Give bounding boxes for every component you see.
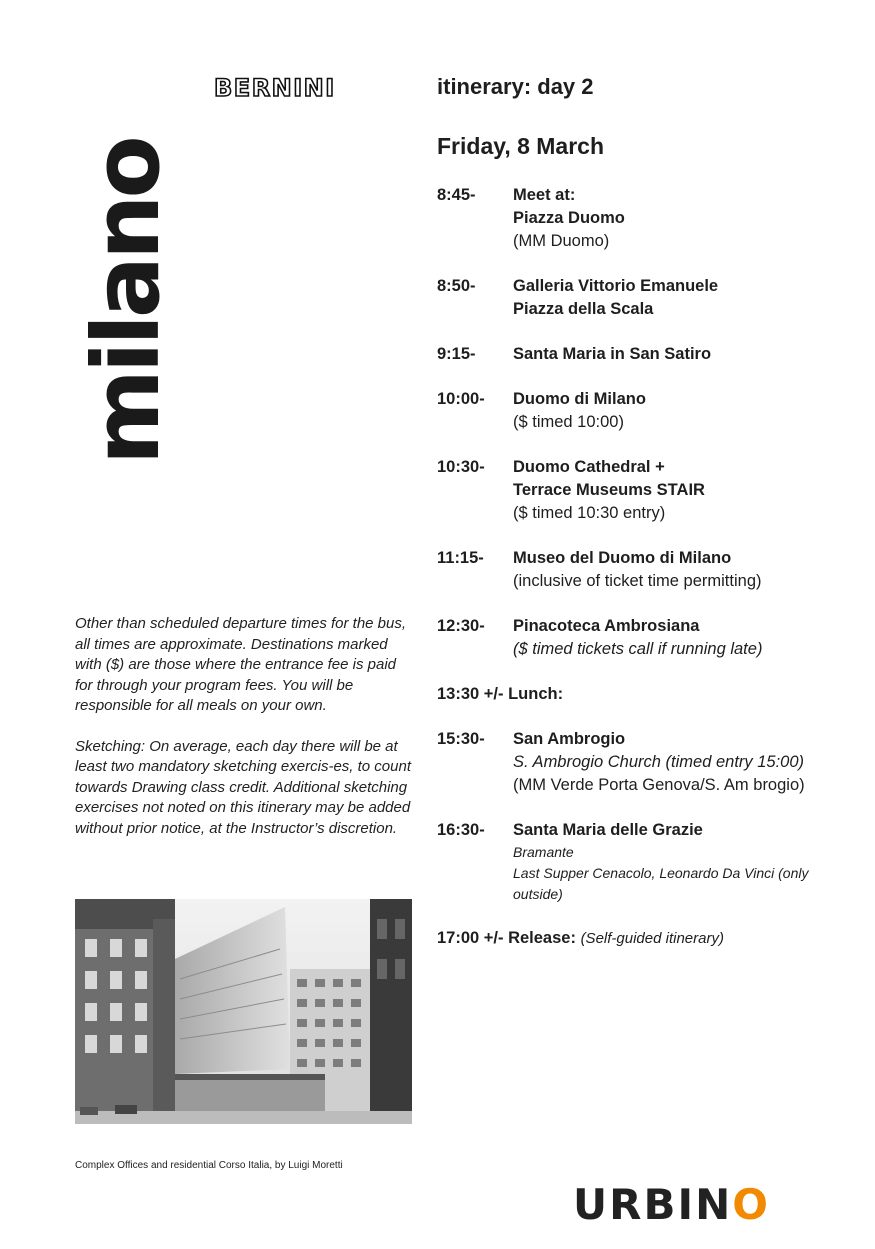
itinerary-details bbox=[513, 547, 857, 593]
release-note: (Self-guided itinerary) bbox=[580, 930, 724, 947]
itinerary-line: Bramante bbox=[513, 844, 574, 860]
itinerary-line: Piazza Duomo bbox=[513, 209, 625, 227]
itinerary-date: Friday, 8 March bbox=[437, 133, 605, 159]
itinerary-line: Galleria Vittorio Emanuele bbox=[513, 277, 719, 295]
itinerary-time: 8:45- bbox=[437, 186, 476, 204]
itinerary-time: 11:15- bbox=[437, 549, 484, 567]
itinerary-line: Pinacoteca Ambrosiana bbox=[513, 617, 700, 635]
itinerary-line: Santa Maria in San Satiro bbox=[513, 345, 712, 363]
itinerary-entry bbox=[437, 184, 857, 253]
itinerary-entry bbox=[437, 819, 857, 905]
itinerary-entry bbox=[437, 615, 857, 661]
notes-paragraph: Sketching: On average, each day there will be at least two mandatory sketching exercis-es, to count towards Drawing class credit. Additional sketching exercises not noted on this itinerary may be added without prior notice, at the Instructor’s discretion. bbox=[75, 737, 411, 837]
itinerary-entry bbox=[437, 275, 857, 321]
itinerary-entry bbox=[437, 343, 857, 366]
itinerary-details bbox=[513, 388, 857, 434]
footer-logo-accent: O bbox=[732, 1180, 770, 1229]
itinerary-details bbox=[513, 728, 857, 797]
footer-logo bbox=[573, 1180, 770, 1229]
itinerary-line: San Ambrogio bbox=[513, 730, 626, 748]
itinerary-line: ($ timed tickets call if running late) bbox=[513, 640, 763, 658]
itinerary-line: (MM Duomo) bbox=[513, 232, 610, 250]
itinerary-time: 10:30- bbox=[437, 458, 485, 476]
itinerary-details bbox=[513, 343, 857, 366]
itinerary-time: 12:30- bbox=[437, 617, 485, 635]
itinerary-line: Duomo Cathedral + bbox=[513, 458, 665, 476]
itinerary-details bbox=[513, 456, 857, 525]
itinerary-details bbox=[513, 275, 857, 321]
itinerary-details bbox=[513, 819, 857, 905]
itinerary-details bbox=[513, 184, 857, 253]
itinerary-entry bbox=[437, 388, 857, 434]
notes-paragraph: Other than scheduled departure times for the bus, all times are approximate. Destinations marked with ($) are those where the entrance fee is paid for through your program fees. You will be responsible for all meals on your own. bbox=[75, 615, 407, 714]
itinerary-entry bbox=[437, 728, 857, 797]
program-logo: BERNINI bbox=[214, 74, 336, 102]
itinerary-heading: itinerary: day 2 bbox=[437, 74, 594, 99]
building-photo bbox=[75, 899, 412, 1124]
itinerary-time: 9:15- bbox=[437, 345, 476, 363]
notes bbox=[75, 614, 415, 859]
itinerary-details bbox=[513, 683, 857, 706]
itinerary-line: Duomo di Milano bbox=[513, 390, 646, 408]
city-title: milano bbox=[73, 139, 180, 465]
itinerary-time: 10:00- bbox=[437, 390, 485, 408]
itinerary-time: 16:30- bbox=[437, 821, 485, 839]
itinerary-line: Meet at: bbox=[513, 186, 576, 204]
itinerary-time: 13:30 +/- Lunch: bbox=[437, 685, 564, 703]
itinerary-entry bbox=[437, 456, 857, 525]
release-label: 17:00 +/- Release: bbox=[437, 929, 576, 947]
itinerary-line: Santa Maria delle Grazie bbox=[513, 821, 703, 839]
itinerary-time: 8:50- bbox=[437, 277, 476, 295]
itinerary-line: Piazza della Scala bbox=[513, 300, 654, 318]
itinerary-list bbox=[437, 184, 857, 950]
footer-logo-text: URBIN bbox=[573, 1180, 733, 1229]
itinerary-line: Terrace Museums STAIR bbox=[513, 481, 705, 499]
itinerary-line: (inclusive of ticket time permitting) bbox=[513, 572, 762, 590]
itinerary-line: (MM Verde Porta Genova/S. Am brogio) bbox=[513, 776, 805, 794]
itinerary-entry bbox=[437, 683, 857, 706]
itinerary-line: S. Ambrogio Church (timed entry 15:00) bbox=[513, 753, 805, 771]
itinerary-line: Last Supper Cenacolo, Leonardo Da Vinci (only outside) bbox=[513, 865, 809, 902]
itinerary-details bbox=[513, 615, 857, 661]
release-row bbox=[437, 927, 857, 950]
itinerary-line: ($ timed 10:30 entry) bbox=[513, 504, 666, 522]
photo-caption: Complex Offices and residential Corso Italia, by Luigi Moretti bbox=[75, 1160, 343, 1171]
itinerary-entry bbox=[437, 547, 857, 593]
itinerary-line: ($ timed 10:00) bbox=[513, 413, 624, 431]
itinerary-time: 15:30- bbox=[437, 730, 485, 748]
itinerary-line: Museo del Duomo di Milano bbox=[513, 549, 732, 567]
